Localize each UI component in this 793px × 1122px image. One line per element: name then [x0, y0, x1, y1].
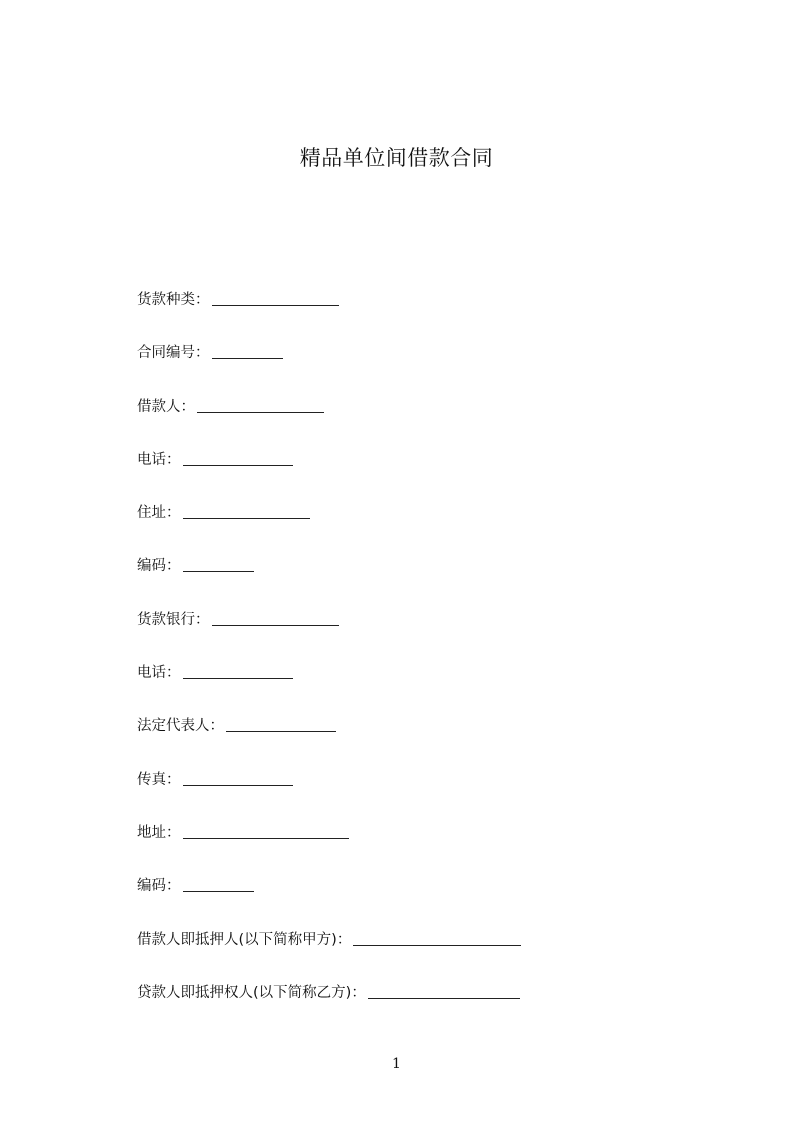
blank-line[interactable] — [183, 556, 254, 572]
blank-line[interactable] — [368, 983, 520, 999]
form-fields — [137, 290, 697, 1036]
field-bank-postcode — [137, 876, 697, 929]
field-label: 借款人即抵押人(以下简称甲方)： — [137, 931, 352, 948]
blank-line[interactable] — [212, 343, 283, 359]
field-label: 编码： — [137, 878, 181, 895]
field-label: 货款种类： — [137, 292, 210, 308]
blank-line[interactable] — [183, 503, 310, 519]
field-loan-type — [137, 290, 697, 343]
field-bank-phone — [137, 663, 697, 716]
blank-line[interactable] — [212, 290, 339, 306]
blank-line[interactable] — [212, 610, 339, 626]
field-address — [137, 823, 697, 876]
field-residence — [137, 503, 697, 556]
field-label: 地址： — [137, 824, 181, 841]
field-party-a — [137, 930, 697, 983]
field-phone — [137, 450, 697, 503]
field-legal-representative — [137, 716, 697, 769]
field-label: 编码： — [137, 558, 181, 575]
field-contract-number — [137, 343, 697, 396]
field-label: 借款人： — [137, 398, 195, 415]
blank-line[interactable] — [183, 876, 254, 892]
document-title: 精品单位间借款合同 — [299, 146, 494, 170]
page-number: 1 — [392, 1056, 401, 1072]
field-fax — [137, 770, 697, 823]
field-label: 电话： — [137, 665, 181, 682]
blank-line[interactable] — [353, 930, 521, 946]
blank-line[interactable] — [183, 823, 349, 839]
blank-line[interactable] — [183, 450, 293, 466]
field-label: 电话： — [137, 451, 181, 468]
blank-line[interactable] — [197, 397, 324, 413]
field-label: 贷款人即抵押权人(以下简称乙方)： — [137, 984, 366, 1001]
field-label: 住址： — [137, 505, 181, 522]
field-lending-bank — [137, 610, 697, 663]
field-borrower — [137, 397, 697, 450]
field-label: 传真： — [137, 771, 181, 788]
field-postcode — [137, 556, 697, 609]
field-label: 合同编号： — [137, 345, 210, 362]
blank-line[interactable] — [226, 716, 336, 732]
field-party-b — [137, 983, 697, 1036]
field-label: 货款银行： — [137, 611, 210, 628]
blank-line[interactable] — [183, 770, 293, 786]
field-label: 法定代表人： — [137, 718, 224, 735]
blank-line[interactable] — [183, 663, 293, 679]
